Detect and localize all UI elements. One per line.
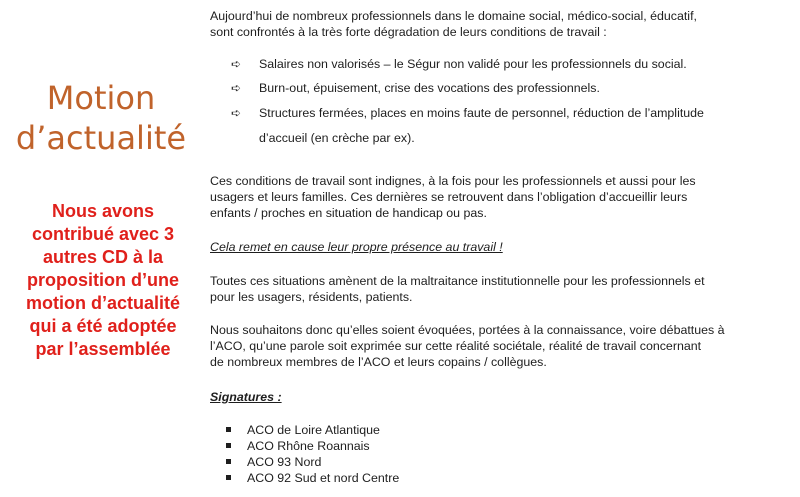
bullet-item <box>231 105 704 121</box>
signature-item <box>226 471 399 486</box>
paragraph-line: l’ACO, qu’une parole soit exprimée sur cette réalité sociétale, réalité de travail concernant <box>210 339 702 353</box>
slide-note-line: proposition d’une <box>27 270 179 290</box>
bullet-text: Salaires non valorisés – le Ségur non validé pour les professionnels du social. <box>259 57 687 71</box>
slide-title-line: d’actualité <box>15 119 187 157</box>
signature-item <box>226 423 380 438</box>
square-bullet-icon <box>226 475 231 480</box>
slide-note <box>6 200 200 361</box>
emphasis-line: Cela remet en cause leur propre présence au travail ! <box>210 240 503 254</box>
signature-text: ACO 92 Sud et nord Centre <box>247 471 400 485</box>
paragraph-line: Ces conditions de travail sont indignes, à la fois pour les professionnels et aussi pour les <box>210 174 696 188</box>
paragraph-line: de nombreux membres de l’ACO et leurs copains / collègues. <box>210 355 547 369</box>
paragraph-line: enfants / proches en situation de handicap ou pas. <box>210 206 487 220</box>
intro-line: Aujourd’hui de nombreux professionnels dans le domaine social, médico-social, éducatif, <box>210 9 697 23</box>
signature-text: ACO Rhône Roannais <box>247 439 370 453</box>
signatures-heading: Signatures : <box>210 390 282 404</box>
square-bullet-icon <box>226 427 231 432</box>
slide-note-line: Nous avons <box>51 201 155 221</box>
document-scan <box>200 0 800 497</box>
bullet-item <box>231 56 687 72</box>
slide-note-line: autres CD à la <box>42 247 164 267</box>
slide-title-line: Motion <box>46 79 156 117</box>
square-bullet-icon <box>226 459 231 464</box>
slide-left-panel <box>0 0 200 497</box>
signature-text: ACO de Loire Atlantique <box>247 423 380 437</box>
arrow-bullet-icon: ➪ <box>231 106 242 120</box>
slide-note-line: par l’assemblée <box>35 339 171 359</box>
bullet-continuation: d’accueil (en crèche par ex). <box>259 131 415 145</box>
paragraph-line: usagers et leurs familles. Ces dernières se retrouvent dans l’obligation d’accueillir leurs <box>210 190 688 204</box>
slide-note-line: contribué avec 3 <box>31 224 175 244</box>
slide-note-line: motion d’actualité <box>25 293 180 313</box>
intro-line: sont confrontés à la très forte dégradation de leurs conditions de travail : <box>210 25 607 39</box>
signature-item <box>226 455 321 470</box>
paragraph-line: Nous souhaitons donc qu’elles soient évoquées, portées à la connaissance, voire débattues à <box>210 323 725 337</box>
signature-item <box>226 439 370 454</box>
arrow-bullet-icon: ➪ <box>231 81 242 95</box>
signature-text: ACO 93 Nord <box>247 455 322 469</box>
bullet-item <box>231 80 600 96</box>
slide-note-line: qui a été adoptée <box>29 316 177 336</box>
square-bullet-icon <box>226 443 231 448</box>
bullet-text: Burn-out, épuisement, crise des vocations des professionnels. <box>259 81 600 95</box>
arrow-bullet-icon: ➪ <box>231 57 242 71</box>
paragraph-line: pour les usagers, résidents, patients. <box>210 290 413 304</box>
paragraph-line: Toutes ces situations amènent de la maltraitance institutionnelle pour les professionnels et <box>210 274 705 288</box>
slide-title <box>8 78 194 158</box>
bullet-text: Structures fermées, places en moins faute de personnel, réduction de l’amplitude <box>259 106 704 120</box>
